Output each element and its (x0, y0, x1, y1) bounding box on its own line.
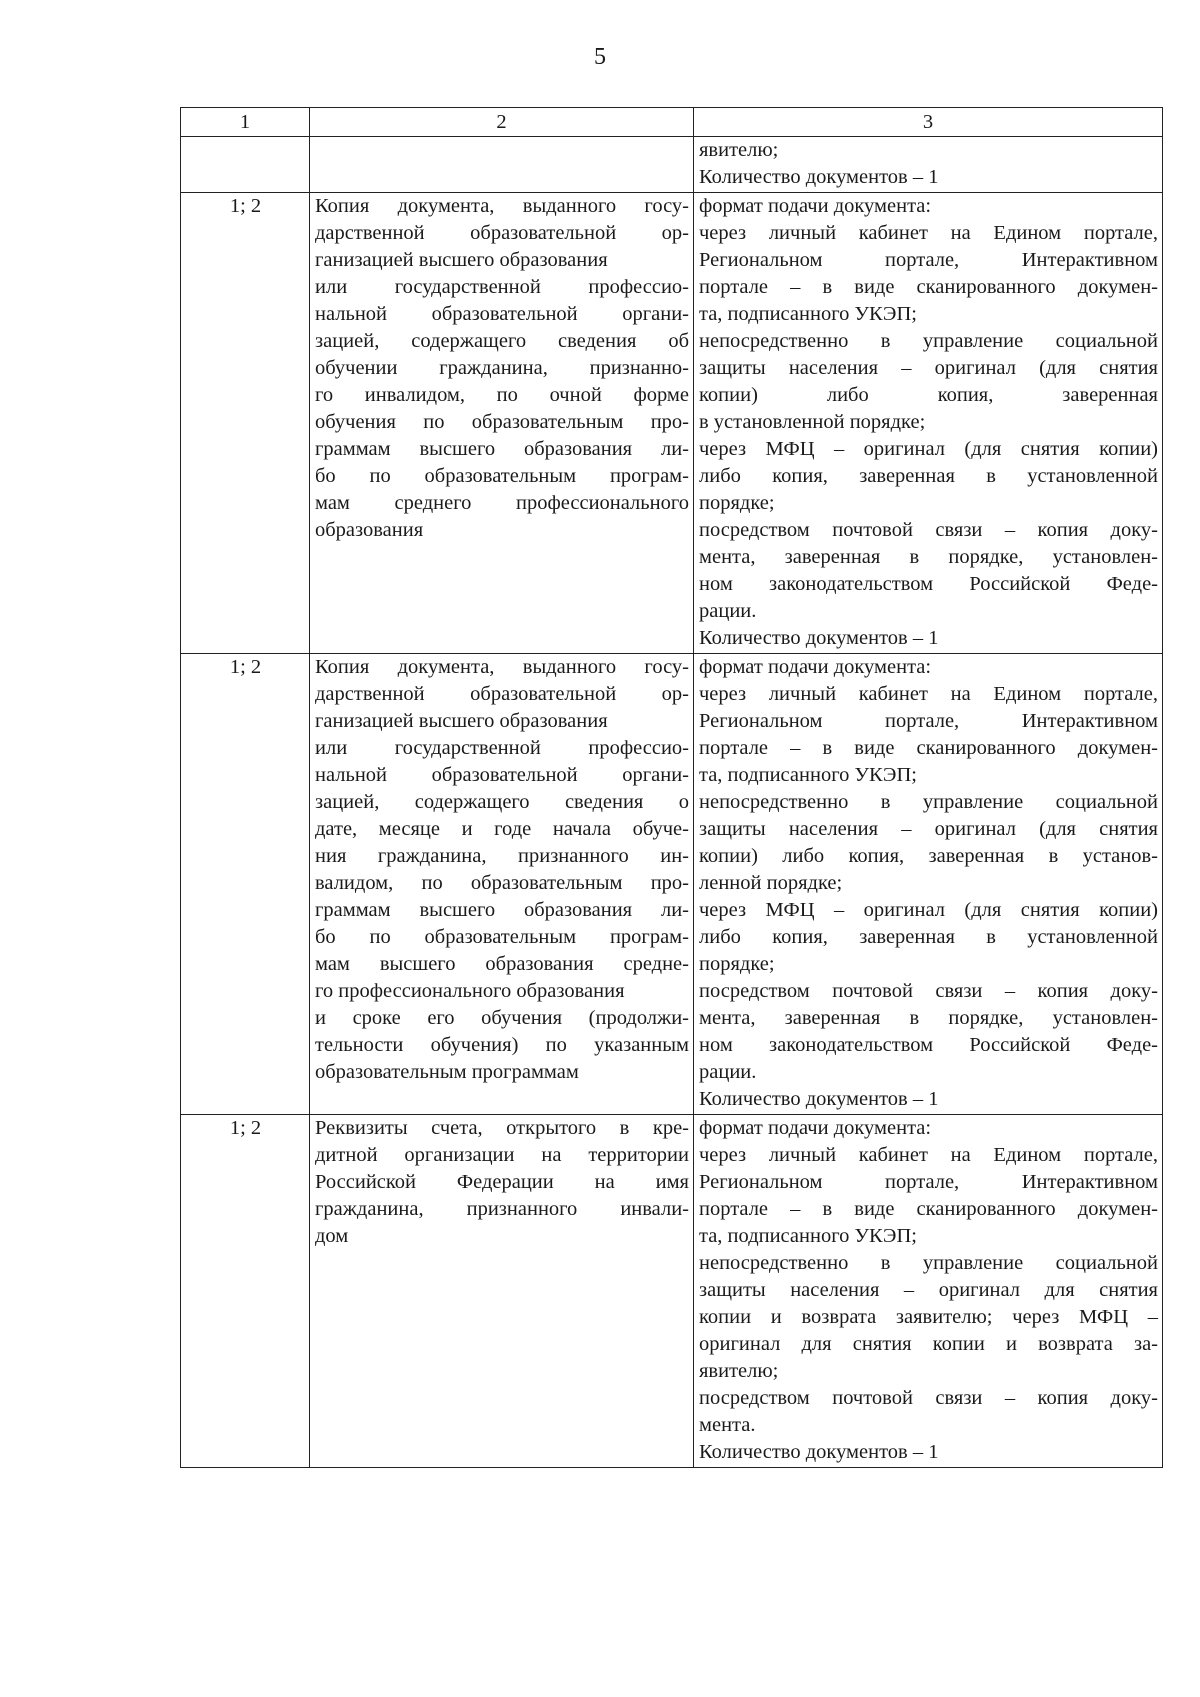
text-line: мента, заверенная в порядке, установлен- (699, 1007, 1158, 1029)
text-line: ном законодательством Российской Феде- (699, 573, 1158, 595)
text-line: дарственной образовательной ор- (315, 683, 689, 705)
text-line: рации. (699, 1061, 757, 1083)
text-line: ганизацией высшего образования (315, 710, 608, 732)
text-line: граммам высшего образования ли- (315, 438, 689, 460)
column-header-1: 1 (181, 108, 310, 137)
text-line: валидом, по образовательным про- (315, 872, 689, 894)
text-line: зацией, содержащего сведения о (315, 791, 689, 813)
table-header-row (181, 108, 1163, 137)
text-line: нальной образовательной органи- (315, 303, 689, 325)
text-line: через личный кабинет на Едином портале, (699, 222, 1158, 244)
table-row (181, 654, 1163, 1115)
text-line: гражданина, признанного инвали- (315, 1198, 689, 1220)
text-line: через личный кабинет на Едином портале, (699, 683, 1158, 705)
cell-document-name (310, 1115, 694, 1468)
text-line: защиты населения – оригинал (для снятия (699, 357, 1158, 379)
text-line: формат подачи документа: (699, 195, 932, 217)
text-line: Количество документов – 1 (699, 627, 939, 649)
text-line: ния гражданина, признанного ин- (315, 845, 689, 867)
text-line: непосредственно в управление социальной (699, 791, 1158, 813)
text-line: дитной организации на территории (315, 1144, 689, 1166)
cell-submission-format (694, 1115, 1163, 1468)
text-line: мента, заверенная в порядке, установлен- (699, 546, 1158, 568)
text-line: нальной образовательной органи- (315, 764, 689, 786)
text-line: Копия документа, выданного госу- (315, 656, 689, 678)
text-line: непосредственно в управление социальной (699, 1252, 1158, 1274)
text-line: Количество документов – 1 (699, 1088, 939, 1110)
text-line: та, подписанного УКЭП; (699, 1225, 917, 1247)
text-line: обучения по образовательным про- (315, 411, 689, 433)
text-line: дом (315, 1225, 349, 1247)
text-line: через МФЦ – оригинал (для снятия копии) (699, 438, 1158, 460)
cell-document-name (310, 137, 694, 193)
text-line: защиты населения – оригинал (для снятия (699, 818, 1158, 840)
text-line: портале – в виде сканированного докумен- (699, 1198, 1158, 1220)
text-line: или государственной профессио- (315, 737, 689, 759)
text-line: Российской Федерации на имя (315, 1171, 689, 1193)
text-line: образования (315, 519, 424, 541)
text-line: та, подписанного УКЭП; (699, 764, 917, 786)
text-line: бо по образовательным програм- (315, 465, 689, 487)
text-line: Региональном портале, Интерактивном (699, 710, 1158, 732)
text-line: дарственной образовательной ор- (315, 222, 689, 244)
text-line: зацией, содержащего сведения об (315, 330, 689, 352)
cell-group-number: 1; 2 (181, 1115, 310, 1468)
text-line: или государственной профессио- (315, 276, 689, 298)
text-line: портале – в виде сканированного докумен- (699, 737, 1158, 759)
text-line: го инвалидом, по очной форме (315, 384, 689, 406)
text-line: порядке; (699, 953, 775, 975)
text-line: обучении гражданина, признанно- (315, 357, 689, 379)
text-line: порядке; (699, 492, 775, 514)
text-line: защиты населения – оригинал для снятия (699, 1279, 1158, 1301)
text-line: го профессионального образования (315, 980, 625, 1002)
text-line: мента. (699, 1414, 756, 1436)
text-line: Количество документов – 1 (699, 166, 939, 188)
cell-submission-format (694, 193, 1163, 654)
text-line: Реквизиты счета, открытого в кре- (315, 1117, 689, 1139)
text-line: либо копия, заверенная в установленной (699, 926, 1158, 948)
text-line: Копия документа, выданного госу- (315, 195, 689, 217)
table-row (181, 137, 1163, 193)
text-line: Региональном портале, Интерактивном (699, 249, 1158, 271)
text-line: рации. (699, 600, 757, 622)
document-table (180, 107, 1163, 1468)
text-line: посредством почтовой связи – копия доку- (699, 519, 1158, 541)
text-line: дате, месяце и годе начала обуче- (315, 818, 689, 840)
text-line: мам среднего профессионального (315, 492, 689, 514)
text-line: Количество документов – 1 (699, 1441, 939, 1463)
text-line: формат подачи документа: (699, 656, 932, 678)
text-line: явителю; (699, 1360, 779, 1382)
cell-submission-format (694, 137, 1163, 193)
text-line: ном законодательством Российской Феде- (699, 1034, 1158, 1056)
text-line: либо копия, заверенная в установленной (699, 465, 1158, 487)
text-line: копии) либо копия, заверенная в установ- (699, 845, 1158, 867)
table-row (181, 193, 1163, 654)
text-line: явителю; (699, 139, 779, 161)
column-header-2: 2 (310, 108, 694, 137)
text-line: через МФЦ – оригинал (для снятия копии) (699, 899, 1158, 921)
text-line: ленной порядке; (699, 872, 843, 894)
text-line: оригинал для снятия копии и возврата за- (699, 1333, 1158, 1355)
text-line: копии) либо копия, заверенная (699, 384, 1158, 406)
text-line: бо по образовательным програм- (315, 926, 689, 948)
text-line: копии и возврата заявителю; через МФЦ – (699, 1306, 1158, 1328)
page-number: 5 (594, 44, 606, 70)
text-line: та, подписанного УКЭП; (699, 303, 917, 325)
cell-group-number (181, 137, 310, 193)
text-line: непосредственно в управление социальной (699, 330, 1158, 352)
text-line: портале – в виде сканированного докумен- (699, 276, 1158, 298)
text-line: в установленной порядке; (699, 411, 926, 433)
column-header-3: 3 (694, 108, 1163, 137)
text-line: посредством почтовой связи – копия доку- (699, 980, 1158, 1002)
text-line: мам высшего образования средне- (315, 953, 689, 975)
cell-group-number: 1; 2 (181, 193, 310, 654)
text-line: образовательным программам (315, 1061, 579, 1083)
table-row (181, 1115, 1163, 1468)
text-line: формат подачи документа: (699, 1117, 932, 1139)
text-line: Региональном портале, Интерактивном (699, 1171, 1158, 1193)
text-line: посредством почтовой связи – копия доку- (699, 1387, 1158, 1409)
cell-document-name (310, 654, 694, 1115)
cell-submission-format (694, 654, 1163, 1115)
text-line: ганизацией высшего образования (315, 249, 608, 271)
text-line: тельности обучения) по указанным (315, 1034, 689, 1056)
cell-group-number: 1; 2 (181, 654, 310, 1115)
text-line: через личный кабинет на Едином портале, (699, 1144, 1158, 1166)
text-line: и сроке его обучения (продолжи- (315, 1007, 689, 1029)
cell-document-name (310, 193, 694, 654)
text-line: граммам высшего образования ли- (315, 899, 689, 921)
